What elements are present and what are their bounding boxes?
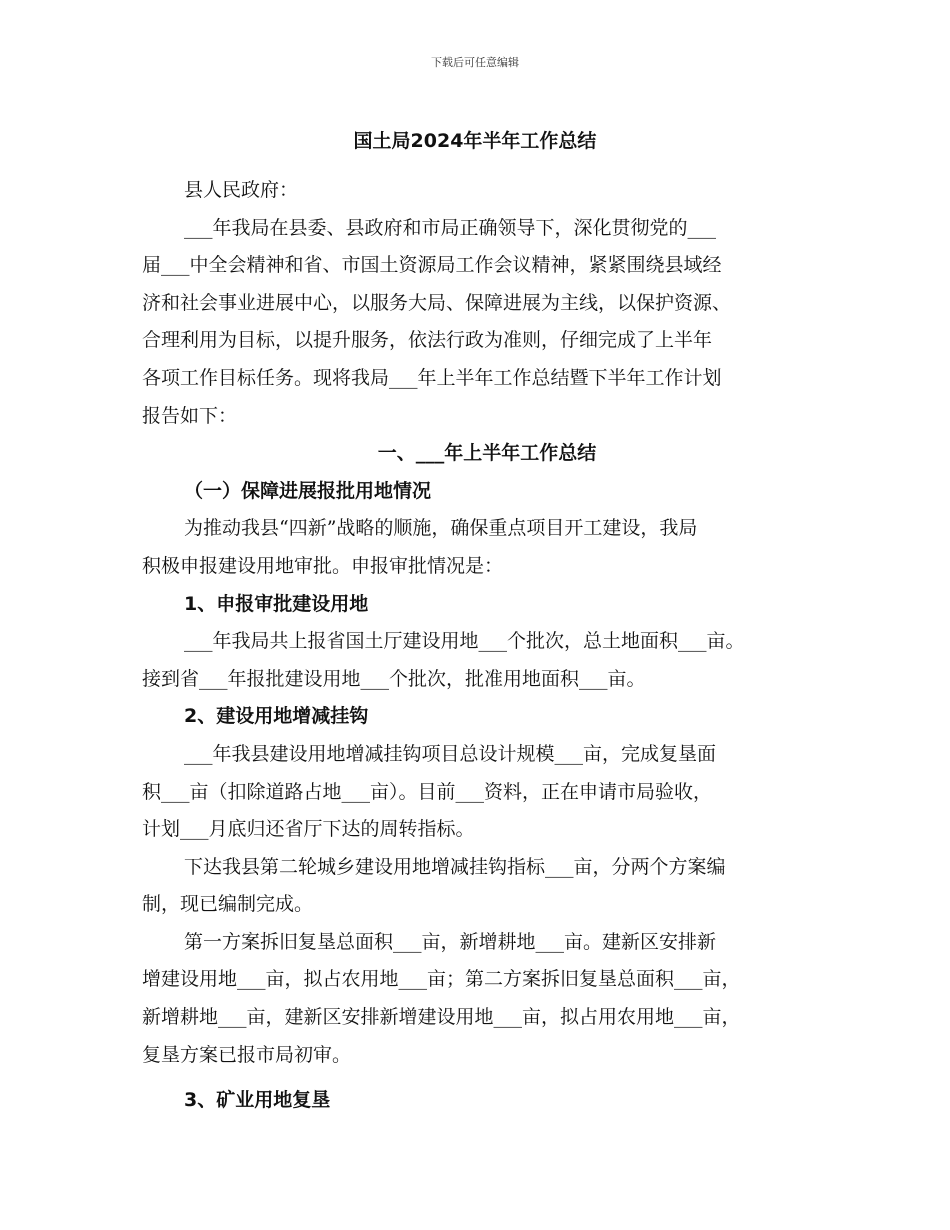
subsection-heading: （一）保障进展报批用地情况	[184, 479, 432, 502]
paragraph-line: 各项工作目标任务。现将我局___年上半年工作总结暨下半年工作计划	[142, 366, 722, 389]
item-heading: 3、矿业用地复垦	[184, 1089, 331, 1112]
paragraph-line: 制，现已编制完成。	[142, 893, 314, 916]
paragraph-line: 增建设用地___亩，拟占农用地___亩；第二方案拆旧复垦总面积___亩，	[142, 968, 741, 991]
paragraph-line: ___年我局在县委、县政府和市局正确领导下，深化贯彻党的___	[184, 216, 717, 239]
paragraph-line: ___年我县建设用地增减挂钩项目总设计规模___亩，完成复垦面	[184, 742, 717, 765]
paragraph-line: 积极申报建设用地审批。申报审批情况是：	[142, 554, 504, 577]
paragraph-line: 下达我县第二轮城乡建设用地增减挂钩指标___亩，分两个方案编	[184, 855, 726, 878]
item-heading: 2、建设用地增减挂钩	[184, 705, 369, 728]
paragraph-line: 第一方案拆旧复垦总面积___亩，新增耕地___亩。建新区安排新	[184, 930, 717, 953]
section-heading: 一、___年上半年工作总结	[377, 442, 597, 465]
paragraph-line: 复垦方案已报市局初审。	[142, 1043, 352, 1066]
document-title: 国土局2024年半年工作总结	[353, 130, 597, 152]
salutation: 县人民政府：	[184, 179, 299, 201]
paragraph-line: 报告如下：	[142, 404, 238, 427]
paragraph-line: 接到省___年报批建设用地___个批次，批准用地面积___亩。	[142, 667, 646, 690]
page-header: 下载后可任意编辑	[431, 56, 519, 69]
paragraph-line: 计划___月底归还省厅下达的周转指标。	[142, 818, 475, 841]
item-heading: 1、申报审批建设用地	[184, 592, 369, 615]
paragraph-line: 积___亩（扣除道路占地___亩）。目前___资料，正在申请市局验收，	[142, 780, 713, 803]
paragraph-line: 为推动我县“四新”战略的顺施，确保重点项目开工建设，我局	[184, 517, 698, 540]
spacer	[142, 1074, 832, 1082]
paragraph-line: 届___中全会精神和省、市国土资源局工作会议精神，紧紧围绕县域经	[142, 254, 722, 277]
paragraph-line: 新增耕地___亩，建新区安排新增建设用地___亩，拟占用农用地___亩，	[142, 1006, 741, 1029]
paragraph-line: 济和社会事业进展中心，以服务大局、保障进展为主线，以保护资源、	[142, 291, 732, 314]
paragraph-line: 合理利用为目标，以提升服务，依法行政为准则，仔细完成了上半年	[142, 329, 713, 352]
document-body	[142, 172, 832, 1120]
paragraph-line: ___年我局共上报省国土厅建设用地___个批次，总土地面积___亩。	[184, 630, 745, 653]
